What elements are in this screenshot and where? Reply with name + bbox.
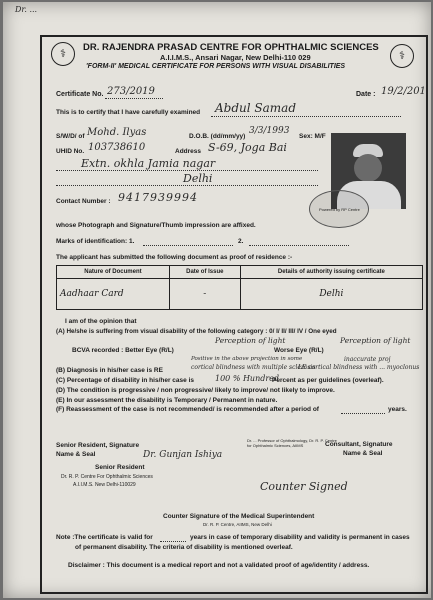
marks-two-label: 2. [238,238,244,245]
cert-number-line [105,98,163,99]
sex-label: Sex: M/F [299,133,326,140]
address-line2: Extn. okhla Jamia nagar [81,157,216,170]
consultant-label2: Name & Seal [343,450,383,457]
cert-number-label: Certificate No. [56,91,104,98]
patient-name-line [211,116,401,117]
reassessment-line [341,413,385,414]
bcva-better-hand2: Positive in the above projection in some [191,356,303,362]
table-cell-date: - [169,279,240,310]
address-line1: S-69, Joga Bai [208,141,287,154]
opinion-intro: I am of the opinion that [65,318,137,325]
certificate-border [40,35,428,594]
senior-resident-signature: Dr. Gunjan Ishiya [143,450,223,460]
percentage-hand: 100 % Hundred [215,374,280,383]
father-name: Mohd. Ilyas [87,127,147,138]
form-subtitle: 'FORM-II' MEDICAL CERTIFICATE FOR PERSONS WITH VISUAL DISABILITIES [86,63,346,70]
consultant-stamp: Dr. ... Professor of Ophthalmology, Dr. R. P. Centre for Ophthalmic Sciences, AIIMS [247,438,337,448]
uhid-label: UHID No. [56,148,85,155]
address-label: Address [175,148,202,155]
photo-stamp-text: Powered by RP Centre [319,207,360,212]
table-cell-nature: Aadhaar Card [57,279,170,310]
note-line2: of permanent disability. The criteria of disability is mentioned overleaf. [75,544,293,551]
aiims-logo-icon: ⚕ [51,42,75,66]
hospital-address: A.I.I.M.S., Ansari Nagar, New Delhi-110 029 [160,53,311,62]
date-label: Date : [356,91,376,98]
counter-signed-hand: Counter Signed [260,480,348,493]
counter-signature-label: Counter Signature of the Medical Superintendent [163,513,315,520]
bcva-worse-hand: Perception of light [340,336,411,345]
diagnosis-le-hand: LE cortical blindness with ... myoclonus [298,364,420,371]
date-value: 19/2/201 [381,86,426,97]
certificate-page [3,2,431,598]
senior-resident-label: Senior Resident, Signature [56,442,140,449]
photo-face [354,154,382,182]
opinion-c-end: Percent as per guidelines (overleaf). [272,377,384,384]
evidence-text: The applicant has submitted the following document as proof of residence :- [56,254,293,261]
table-header-nature: Nature of Document [57,266,170,279]
opinion-a: (A) He/she is suffering from visual disability of the following category : 0/ I/ II/ III/ IV / One eyed [56,328,337,335]
note-label: Note :The certificate is valid for [56,534,153,541]
rp-centre-logo-icon: ⚕ [390,44,414,68]
address-line3: Delhi [183,172,213,185]
worse-eye-label: Worse Eye (R/L) [274,347,324,354]
dob-value: 3/3/1993 [249,126,290,136]
dob-label: D.O.B. (dd/mm/yy) [189,133,246,140]
disclaimer: Disclaimer : This document is a medical report and not a validated proof of age/identity / address. [68,562,370,569]
opinion-c: (C) Percentage of disability in his/her case is [56,377,194,384]
marks-label: Marks of identification: 1. [56,238,135,245]
note-mid: years in case of temporary disability and validity is permanent in cases [190,534,410,541]
contact-value: 9417939994 [118,191,198,204]
opinion-f-end: years. [388,406,407,413]
bcva-label: BCVA recorded : Better Eye (R/L) [72,347,174,354]
top-handwriting: Dr. ... [15,5,38,14]
senior-resident-stamp1: Senior Resident [95,464,145,471]
documents-table [56,265,423,310]
table-cell-authority: Delhi [240,279,422,310]
patient-name: Abdul Samad [215,101,296,115]
opinion-d: (D) The condition is progressive / non progressive/ likely to improve/ not likely to improve. [56,387,335,394]
opinion-e: (E) In our assessment the disability is Temporary / Permanent in nature. [56,397,278,404]
marks-line1 [143,245,233,246]
senior-resident-stamp2: Dr. R. P. Centre For Ophthalmic Sciences [61,474,153,480]
opinion-b: (B) Diagnosis in his/her case is RE [56,367,163,374]
address-line-rule1 [56,170,318,171]
bcva-worse-hand2: inaccurate proj [344,356,391,363]
table-header-row [57,266,423,279]
consultant-label: Consultant, Signature [325,441,393,448]
address-line-rule2 [56,185,318,186]
counter-stamp: Dr. R. P. Centre, AIIMS, New Delhi [203,522,272,527]
cert-number-value: 273/2019 [107,86,155,97]
contact-label: Contact Number : [56,198,111,205]
swd-label: S/W/D/ of [56,133,85,140]
diagnosis-re-hand: cortical blindness with multiple sclerosis [191,364,316,371]
photo-affixed-text: whose Photograph and Signature/Thumb impression are affixed. [56,222,256,229]
senior-resident-label2: Name & Seal [56,451,96,458]
opinion-f: (F) Reassessment of the case is not recommended/ is recommended after a period of [56,406,319,413]
table-row [57,279,423,310]
uhid-value: 103738610 [88,142,146,153]
bcva-better-hand: Perception of light [215,336,286,345]
certify-text: This is to certify that I have carefully examined [56,109,201,116]
senior-resident-stamp3: A.I.I.M.S. New Delhi-110029 [73,482,136,488]
marks-line2 [249,245,349,246]
note-line [160,541,186,542]
table-header-authority: Details of authority issuing certificate [240,266,422,279]
hospital-title: DR. RAJENDRA PRASAD CENTRE FOR OPHTHALMIC SCIENCES [83,42,379,53]
table-header-date: Date of Issue [169,266,240,279]
